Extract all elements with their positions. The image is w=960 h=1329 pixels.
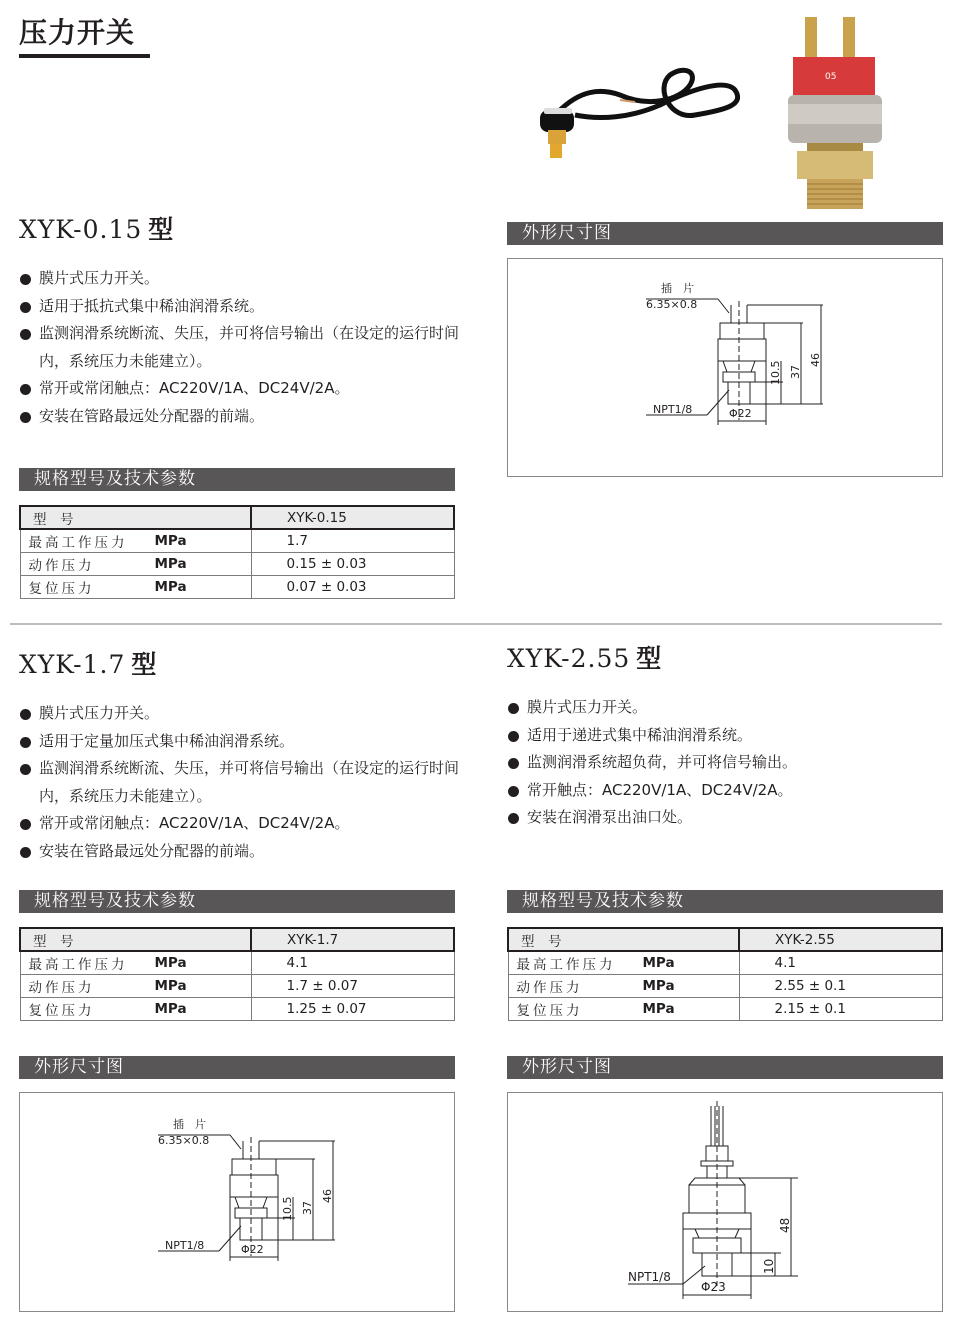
dim-37: 37 [301,1201,314,1215]
feature-list-xyk-2-55 [507,694,947,832]
feature-item: 监测润滑系统断流、失压，并可将信号输出（在设定的运行时间内，系统压力未能建立）。 [19,320,459,375]
param-unit: MPa [155,553,252,576]
feature-item: 监测润滑系统断流、失压，并可将信号输出（在设定的运行时间内，系统压力未能建立）。 [19,755,459,810]
dimension-drawing-xyk-0-15 [507,258,943,477]
title-underline [19,54,150,58]
param-unit: MPa [155,975,252,998]
svg-text:05: 05 [825,72,837,82]
param-label: 动作压力 [20,975,155,998]
model-suffix: 型 [131,650,158,679]
spec-bar-xyk-1-7: 规格型号及技术参数 [19,890,455,913]
drawing-bar-xyk-1-7: 外形尺寸图 [19,1056,455,1079]
spec-bar-xyk-2-55: 规格型号及技术参数 [507,890,943,913]
spec-table-header [20,506,454,529]
feature-item: 安装在润滑泵出油口处。 [507,804,947,832]
dimension-drawing-xyk-2-55 [507,1092,943,1312]
dim-46: 46 [321,1189,334,1203]
model-label: 型 号 [20,928,251,951]
table-row [508,998,942,1021]
spec-table-header [508,928,942,951]
table-row [20,998,454,1021]
dim-10-5: 10.5 [769,360,782,385]
param-label: 动作压力 [20,553,155,576]
param-label: 复位压力 [20,576,155,599]
model-label: 型 号 [20,506,251,529]
table-row [508,951,942,975]
page-title: 压力开关 [19,16,136,49]
dim-10: 10 [762,1258,776,1274]
dimension-drawing-xyk-1-7 [19,1092,455,1312]
terminal-pressure-switch-photo [785,12,885,212]
param-value: 2.15 ± 0.1 [739,998,942,1021]
param-label: 复位压力 [508,998,643,1021]
switch-outline-drawing [643,275,843,435]
model-name: XYK-0.15 [19,215,143,244]
model-suffix: 型 [148,215,175,244]
drawing-bar-xyk-2-55: 外形尺寸图 [507,1056,943,1079]
drawing-bar-xyk-0-15: 外形尺寸图 [507,222,943,245]
param-value: 1.7 ± 0.07 [251,975,454,998]
model-name: XYK-2.55 [507,644,631,673]
param-value: 1.25 ± 0.07 [251,998,454,1021]
table-row [508,975,942,998]
feature-item: 常开触点：AC220V/1A、DC24V/2A。 [507,777,947,805]
model-value: XYK-2.55 [739,928,942,951]
feature-item: 膜片式压力开关。 [19,265,459,293]
feature-item: 常开或常闭触点：AC220V/1A、DC24V/2A。 [19,375,459,403]
param-value: 1.7 [251,529,454,553]
param-unit: MPa [155,951,252,975]
feature-item: 适用于定量加压式集中稀油润滑系统。 [19,728,459,756]
feature-item: 适用于抵抗式集中稀油润滑系统。 [19,293,459,321]
thread-label: NPT1/8 [165,1239,205,1252]
feature-item: 监测润滑系统超负荷，并可将信号输出。 [507,749,947,777]
model-heading-xyk-2-55 [507,644,662,674]
param-label: 最高工作压力 [20,951,155,975]
param-unit: MPa [643,998,740,1021]
model-value: XYK-1.7 [251,928,454,951]
section-divider [10,623,942,625]
table-row [20,529,454,553]
table-row [20,975,454,998]
param-value: 4.1 [739,951,942,975]
switch-outline-drawing [155,1111,355,1271]
feature-item: 安装在管路最远处分配器的前端。 [19,838,459,866]
model-heading-xyk-0-15 [19,215,174,245]
cabled-pressure-switch-photo [520,60,750,180]
tab-size: 6.35×0.8 [646,298,698,311]
table-row [20,576,454,599]
param-unit: MPa [155,529,252,553]
model-heading-xyk-1-7 [19,650,157,680]
table-row [20,553,454,576]
param-value: 0.15 ± 0.03 [251,553,454,576]
param-label: 最高工作压力 [508,951,643,975]
param-value: 4.1 [251,951,454,975]
diameter-label: Φ22 [241,1243,264,1256]
tab-label: 插 片 [173,1118,206,1131]
param-label: 复位压力 [20,998,155,1021]
param-unit: MPa [155,998,252,1021]
dim-48: 48 [778,1217,792,1233]
feature-list-xyk-1-7 [19,700,459,865]
param-unit: MPa [643,951,740,975]
dim-46: 46 [809,353,822,367]
param-label: 最高工作压力 [20,529,155,553]
model-suffix: 型 [636,644,663,673]
table-row [20,951,454,975]
spec-table-header [20,928,454,951]
model-value: XYK-0.15 [251,506,454,529]
thread-label: NPT1/8 [628,1270,671,1284]
diameter-label: Φ22 [729,407,752,420]
tab-label: 插 片 [661,282,694,295]
spec-table-xyk-2-55 [507,927,943,1021]
param-unit: MPa [643,975,740,998]
diameter-label: Φ23 [701,1280,726,1294]
param-value: 2.55 ± 0.1 [739,975,942,998]
dim-37: 37 [789,365,802,379]
param-value: 0.07 ± 0.03 [251,576,454,599]
param-unit: MPa [155,576,252,599]
tab-size: 6.35×0.8 [158,1134,210,1147]
model-label: 型 号 [508,928,739,951]
model-name: XYK-1.7 [19,650,126,679]
dim-10-5: 10.5 [281,1196,294,1221]
spec-table-xyk-1-7 [19,927,455,1021]
param-label: 动作压力 [508,975,643,998]
feature-item: 常开或常闭触点：AC220V/1A、DC24V/2A。 [19,810,459,838]
thread-label: NPT1/8 [653,403,693,416]
feature-item: 适用于递进式集中稀油润滑系统。 [507,722,947,750]
feature-list-xyk-0-15 [19,265,459,430]
spec-table-xyk-0-15 [19,505,455,599]
feature-item: 膜片式压力开关。 [19,700,459,728]
feature-item: 膜片式压力开关。 [507,694,947,722]
switch-outline-drawing [623,1101,823,1306]
spec-bar-xyk-0-15: 规格型号及技术参数 [19,468,455,491]
feature-item: 安装在管路最远处分配器的前端。 [19,403,459,431]
